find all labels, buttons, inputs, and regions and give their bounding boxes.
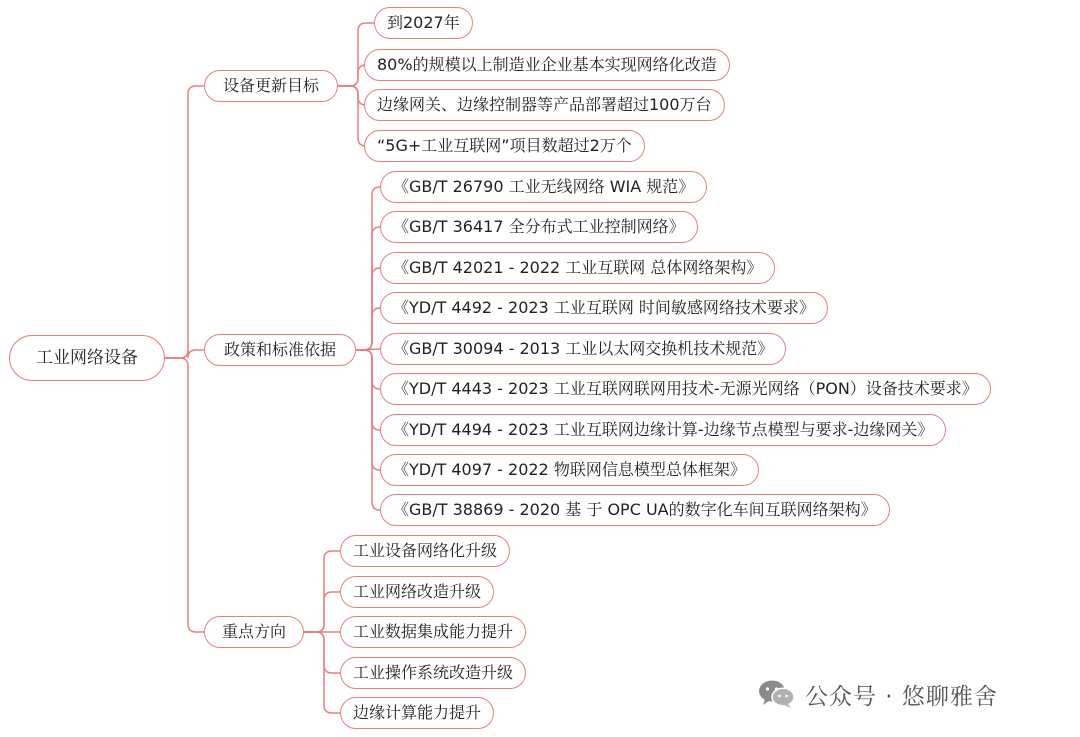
branch-label: 重点方向: [221, 622, 286, 641]
branch-policy-standards[interactable]: [204, 334, 356, 366]
leaf-label: 边缘计算能力提升: [353, 703, 482, 722]
connector-root-branch: [165, 358, 204, 632]
leaf-direction-2[interactable]: [340, 576, 494, 608]
leaf-label: 边缘网关、边缘控制器等产品部署超过100万台: [377, 95, 712, 114]
leaf-label: 《GB/T 36417 全分布式工业控制网络》: [393, 217, 685, 236]
connector-standard: [356, 350, 380, 389]
leaf-label: 《YD/T 4494 - 2023 工业互联网边缘计算-边缘节点模型与要求-边缘网关》: [393, 420, 934, 439]
leaf-direction-4[interactable]: [340, 657, 526, 689]
leaf-label: 《GB/T 42021 - 2022 工业互联网 总体网络架构》: [393, 258, 763, 277]
leaf-standard-9[interactable]: [380, 494, 890, 526]
root-node[interactable]: [9, 335, 165, 381]
leaf-standard-1[interactable]: [380, 171, 707, 203]
leaf-goal-2027[interactable]: [374, 7, 473, 39]
leaf-direction-3[interactable]: [340, 616, 526, 648]
connector-goal: [338, 86, 366, 105]
leaf-goal-80-percent[interactable]: [364, 49, 730, 81]
leaf-standard-4[interactable]: [380, 292, 828, 324]
leaf-standard-2[interactable]: [380, 211, 698, 243]
leaf-standard-7[interactable]: [380, 414, 946, 446]
leaf-direction-1[interactable]: [340, 535, 510, 567]
leaf-label: 《GB/T 30094 - 2013 工业以太网交换机技术规范》: [393, 339, 774, 358]
leaf-label: 80%的规模以上制造业企业基本实现网络化改造: [377, 55, 717, 74]
leaf-label: “5G+工业互联网”项目数超过2万个: [377, 136, 632, 155]
connector-root-branch: [165, 86, 204, 358]
leaf-label: 到2027年: [387, 13, 460, 32]
branch-device-update-goals[interactable]: [204, 70, 338, 102]
leaf-label: 工业操作系统改造升级: [353, 663, 514, 682]
branch-label: 政策和标准依据: [223, 340, 336, 359]
watermark: [757, 676, 998, 712]
leaf-goal-5g-projects[interactable]: [364, 130, 645, 162]
connector-direction: [304, 632, 340, 673]
leaf-goal-edge-gateways[interactable]: [364, 89, 725, 121]
connector-goal: [338, 86, 366, 146]
leaf-label: 《YD/T 4097 - 2022 物联网信息模型总体框架》: [393, 460, 746, 479]
wechat-icon: [757, 678, 797, 710]
leaf-label: 《GB/T 38869 - 2020 基 于 OPC UA的数字化车间互联网络架构》: [393, 500, 877, 519]
leaf-label: 《GB/T 26790 工业无线网络 WIA 规范》: [393, 177, 695, 196]
connector-standard: [356, 308, 380, 350]
leaf-label: 工业设备网络化升级: [353, 541, 498, 560]
connector-standard: [356, 350, 380, 430]
leaf-standard-8[interactable]: [380, 454, 759, 486]
branch-label: 设备更新目标: [222, 76, 319, 95]
leaf-standard-6[interactable]: [380, 373, 991, 405]
connector-standard: [356, 227, 380, 350]
root-label: 工业网络设备: [36, 348, 138, 368]
connector-direction: [304, 592, 340, 632]
connector-standard: [356, 350, 380, 470]
leaf-label: 工业数据集成能力提升: [353, 622, 514, 641]
leaf-label: 《YD/T 4492 - 2023 工业互联网 时间敏感网络技术要求》: [393, 298, 815, 317]
leaf-label: 工业网络改造升级: [353, 582, 482, 601]
connector-goal: [338, 65, 366, 86]
watermark-text: 公众号 · 悠聊雅舍: [805, 683, 998, 710]
connector-root-branch: [165, 350, 204, 358]
leaf-standard-3[interactable]: [380, 252, 775, 284]
leaf-direction-5[interactable]: [340, 697, 494, 729]
branch-key-directions[interactable]: [204, 616, 304, 648]
leaf-label: 《YD/T 4443 - 2023 工业互联网联网用技术-无源光网络（PON）设备技术要求》: [393, 379, 978, 398]
leaf-standard-5[interactable]: [380, 333, 786, 365]
